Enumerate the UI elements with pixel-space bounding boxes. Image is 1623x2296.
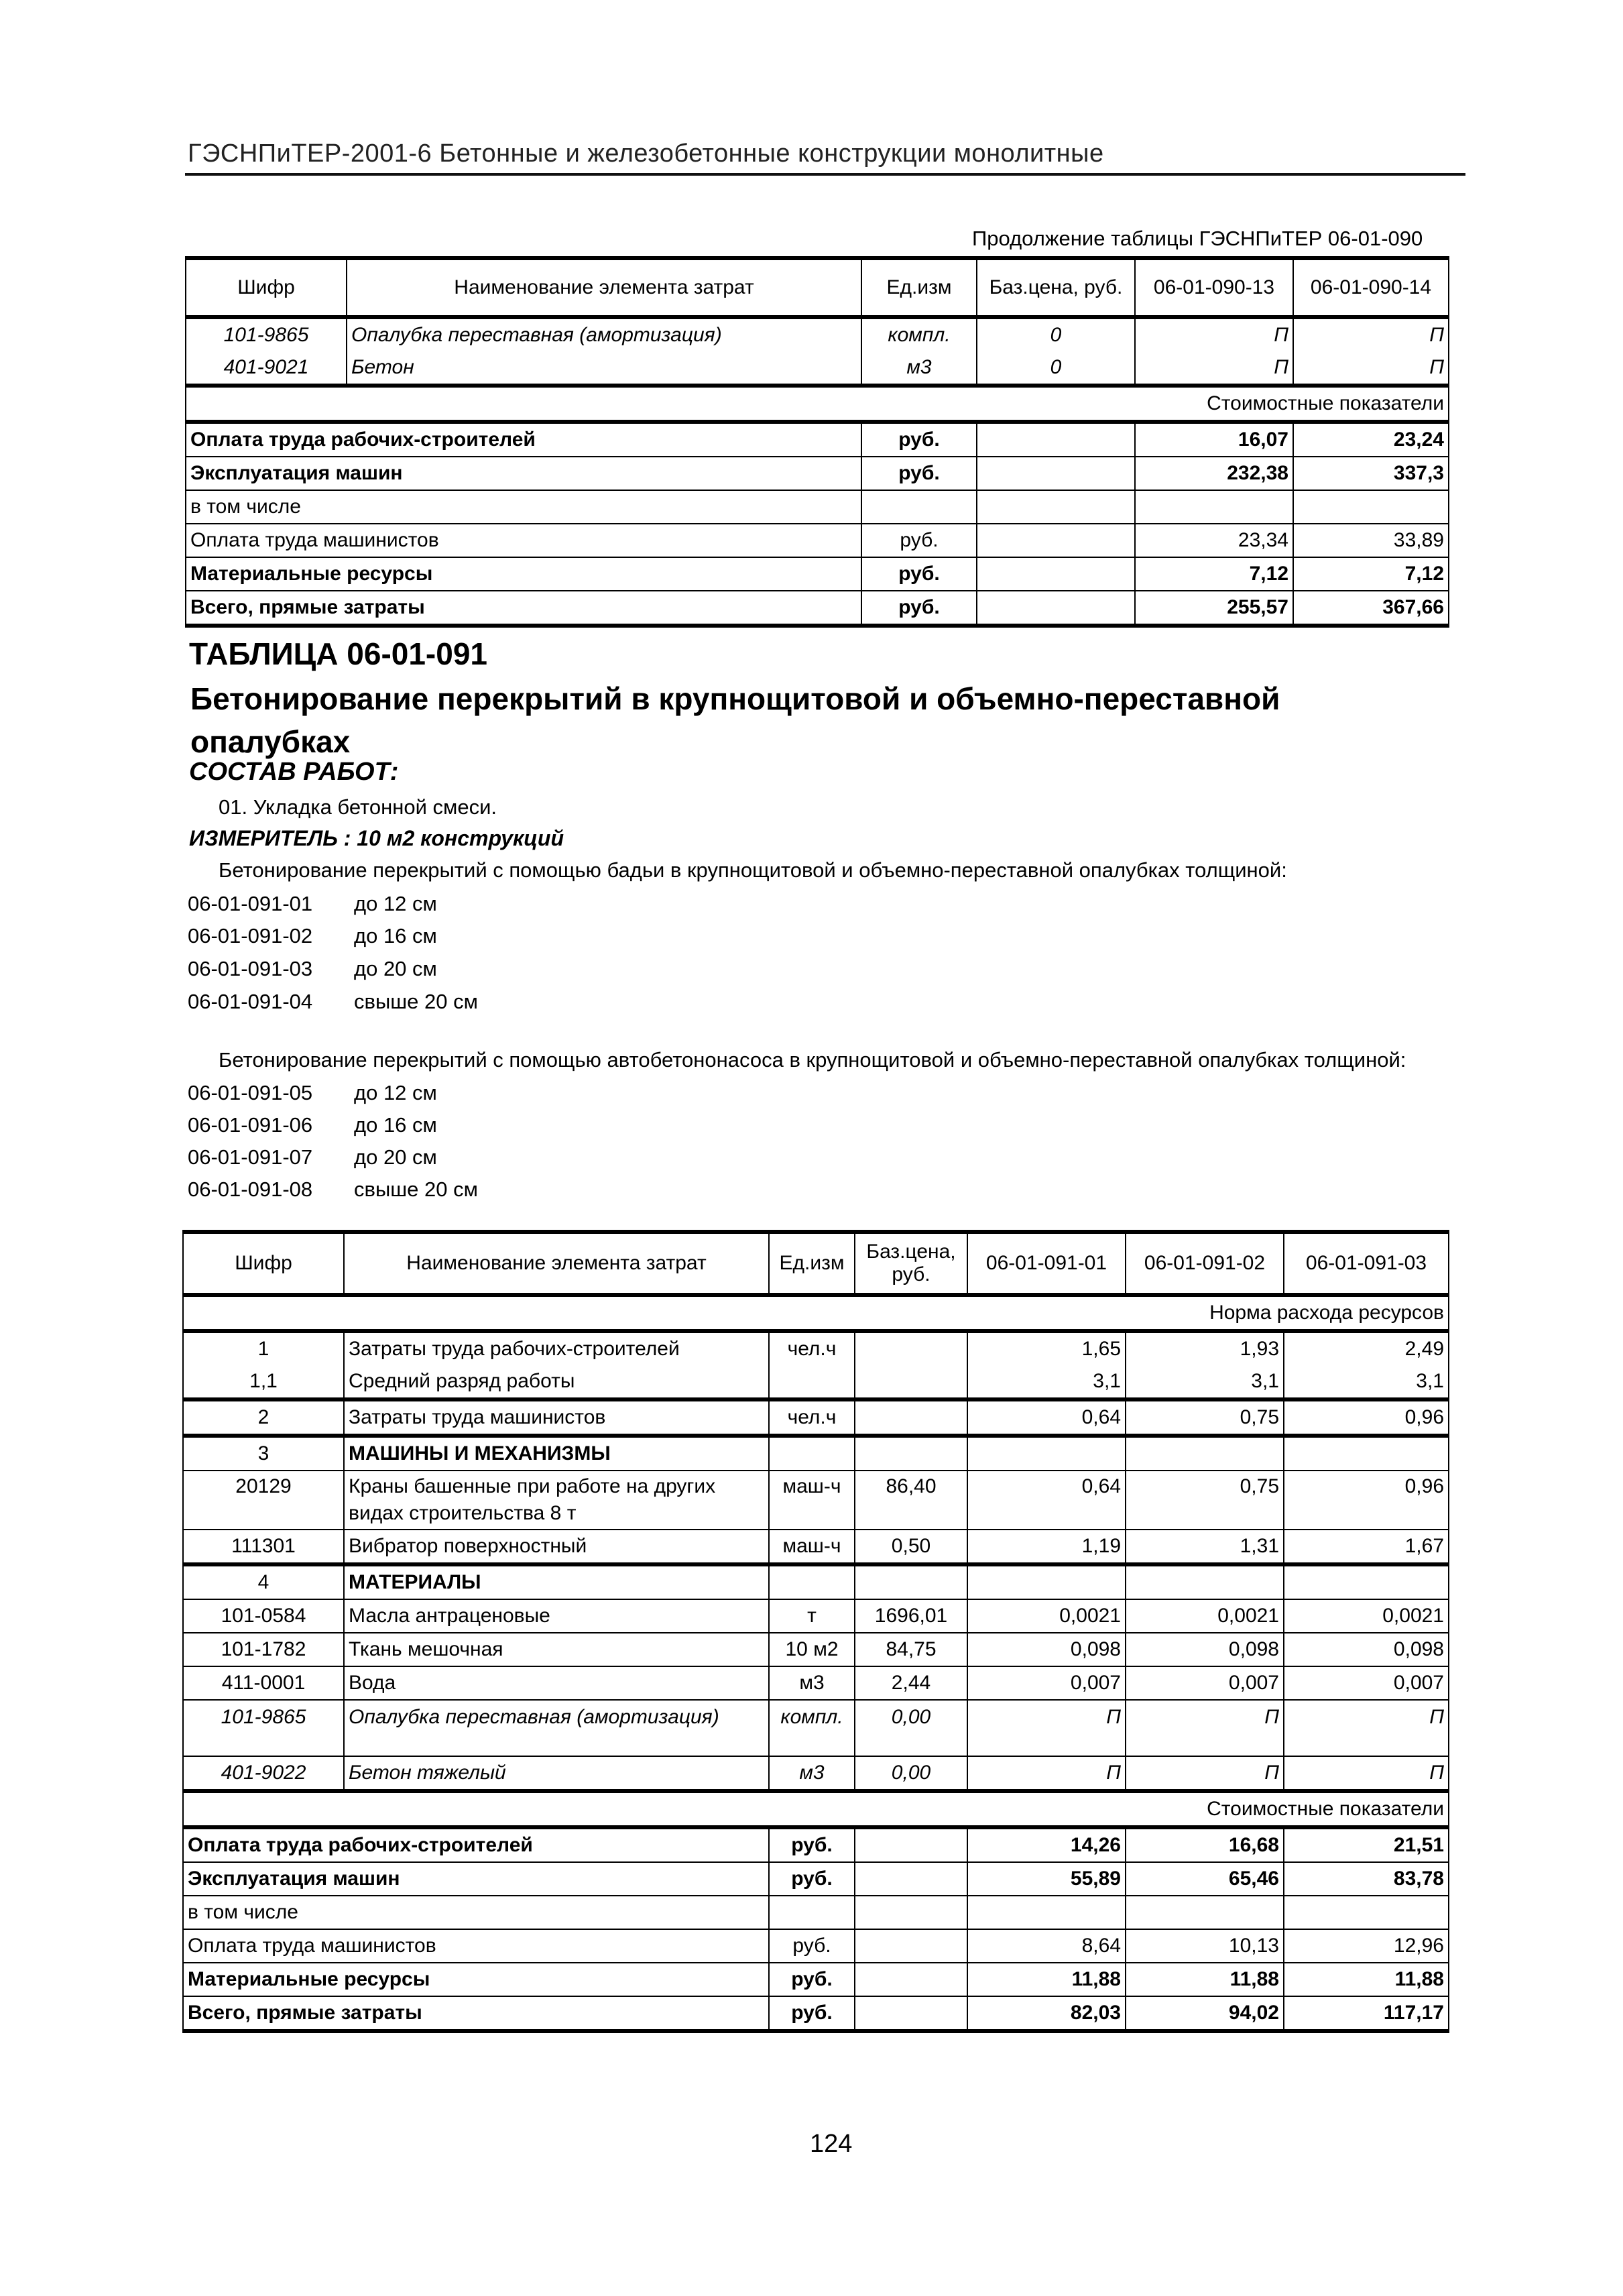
col-header-01: 06-01-091-01	[967, 1232, 1126, 1295]
works-heading: СОСТАВ РАБОТ:	[189, 758, 399, 786]
table-header-row	[183, 1232, 1449, 1295]
cost-row: Материальные ресурсы руб. 11,88 11,88 11,88	[183, 1963, 1449, 1996]
code-item: 06-01-091-08 свыше 20 см	[188, 1178, 478, 1201]
col-header-code: Шифр	[183, 1232, 344, 1295]
section-label-row	[183, 1295, 1449, 1331]
col-header-unit: Ед.изм	[769, 1232, 855, 1295]
cost-row: в том числе	[183, 1896, 1449, 1929]
cost-section-label: Стоимостные показатели	[183, 1791, 1449, 1827]
code-item: 06-01-091-02 до 16 см	[188, 924, 437, 948]
cost-row: Оплата труда машинистов руб. 23,34 33,89	[186, 524, 1449, 557]
table-header-row	[186, 258, 1449, 317]
col-header-unit: Ед.изм	[861, 258, 977, 317]
page-number: 124	[810, 2130, 853, 2158]
code-item: 06-01-091-01 до 12 см	[188, 892, 437, 915]
table-row: 101-9865 Опалубка переставная (амортизация) компл. 0,00 П П П	[183, 1700, 1449, 1756]
col-header-02: 06-01-091-02	[1126, 1232, 1284, 1295]
code-item: 06-01-091-05 до 12 см	[188, 1081, 437, 1104]
meter-line: ИЗМЕРИТЕЛЬ : 10 м2 конструкций	[189, 826, 564, 850]
col-header-name: Наименование элемента затрат	[347, 258, 861, 317]
continuation-note: Продолжение таблицы ГЭСНПиТЕР 06-01-090	[972, 227, 1423, 250]
table-row: 2 Затраты труда машинистов чел.ч 0,64 0,75 0,96	[183, 1399, 1449, 1436]
cost-row: Оплата труда машинистов руб. 8,64 10,13 12,96	[183, 1929, 1449, 1963]
group-row-machines: 3 МАШИНЫ И МЕХАНИЗМЫ	[183, 1436, 1449, 1471]
table-row: 111301 Вибратор поверхностный маш-ч 0,50 1,19 1,31 1,67	[183, 1530, 1449, 1564]
group2-description: Бетонирование перекрытий с помощью автобетононасоса в крупнощитовой и объемно-переставной опалубках толщиной:	[219, 1048, 1406, 1072]
table-row: 101-0584 Масла антраценовые т 1696,01 0,0021 0,0021 0,0021	[183, 1599, 1449, 1633]
table-row: 20129 Краны башенные при работе на других видах строительства 8 т маш-ч 86,40 0,64 0,75 0,96	[183, 1471, 1449, 1530]
code-item: 06-01-091-04 свыше 20 см	[188, 990, 478, 1013]
cost-row-total: Всего, прямые затраты руб. 255,57 367,66	[186, 591, 1449, 626]
table-row: 401-9022 Бетон тяжелый м3 0,00 П П П	[183, 1756, 1449, 1791]
table-row: 411-0001 Вода м3 2,44 0,007 0,007 0,007	[183, 1666, 1449, 1700]
table-06-01-090	[185, 256, 1449, 628]
table-row: 101-9865 Опалубка переставная (амортизация) компл. 0 П П	[186, 317, 1449, 351]
cost-row: в том числе	[186, 490, 1449, 524]
section-label-row	[186, 386, 1449, 422]
col-header-code: Шифр	[186, 258, 347, 317]
cost-row-total: Всего, прямые затраты руб. 82,03 94,02 117,17	[183, 1996, 1449, 2031]
table-row: 101-1782 Ткань мешочная 10 м2 84,75 0,098 0,098 0,098	[183, 1633, 1449, 1666]
cost-row: Оплата труда рабочих-строителей руб. 14,26 16,68 21,51	[183, 1827, 1449, 1862]
code-item: 06-01-091-03 до 20 см	[188, 957, 437, 980]
col-header-name: Наименование элемента затрат	[344, 1232, 769, 1295]
table-row: 1,1 Средний разряд работы 3,1 3,1 3,1	[183, 1365, 1449, 1399]
cost-section-label: Стоимостные показатели	[186, 386, 1449, 422]
col-header-price: Баз.цена, руб.	[855, 1232, 967, 1295]
cost-row: Оплата труда рабочих-строителей руб. 16,07 23,24	[186, 422, 1449, 457]
works-item: 01. Укладка бетонной смеси.	[219, 795, 497, 819]
norm-section-label: Норма расхода ресурсов	[183, 1295, 1449, 1331]
table-subtitle: Бетонирование перекрытий в крупнощитовой и объемно-переставной опалубках	[190, 681, 1280, 759]
cost-row: Материальные ресурсы руб. 7,12 7,12	[186, 557, 1449, 591]
group-row-materials: 4 МАТЕРИАЛЫ	[183, 1564, 1449, 1599]
cost-row: Эксплуатация машин руб. 55,89 65,46 83,78	[183, 1862, 1449, 1896]
col-header-14: 06-01-090-14	[1293, 258, 1449, 317]
col-header-price: Баз.цена, руб.	[977, 258, 1135, 317]
table-row: 1 Затраты труда рабочих-строителей чел.ч 1,65 1,93 2,49	[183, 1331, 1449, 1365]
cost-row: Эксплуатация машин руб. 232,38 337,3	[186, 457, 1449, 490]
running-header: ГЭСНПиТЕР-2001-6 Бетонные и железобетонные конструкции монолитные	[188, 139, 1104, 168]
table-title: ТАБЛИЦА 06-01-091	[189, 636, 487, 671]
section-label-row	[183, 1791, 1449, 1827]
header-divider	[185, 173, 1465, 176]
col-header-13: 06-01-090-13	[1135, 258, 1293, 317]
table-row: 401-9021 Бетон м3 0 П П	[186, 351, 1449, 386]
group1-description: Бетонирование перекрытий с помощью бадьи в крупнощитовой и объемно-переставной опалубках толщиной:	[219, 858, 1287, 882]
code-item: 06-01-091-06 до 16 см	[188, 1113, 437, 1137]
table-06-01-091	[182, 1230, 1449, 2033]
code-item: 06-01-091-07 до 20 см	[188, 1145, 437, 1169]
col-header-03: 06-01-091-03	[1284, 1232, 1449, 1295]
